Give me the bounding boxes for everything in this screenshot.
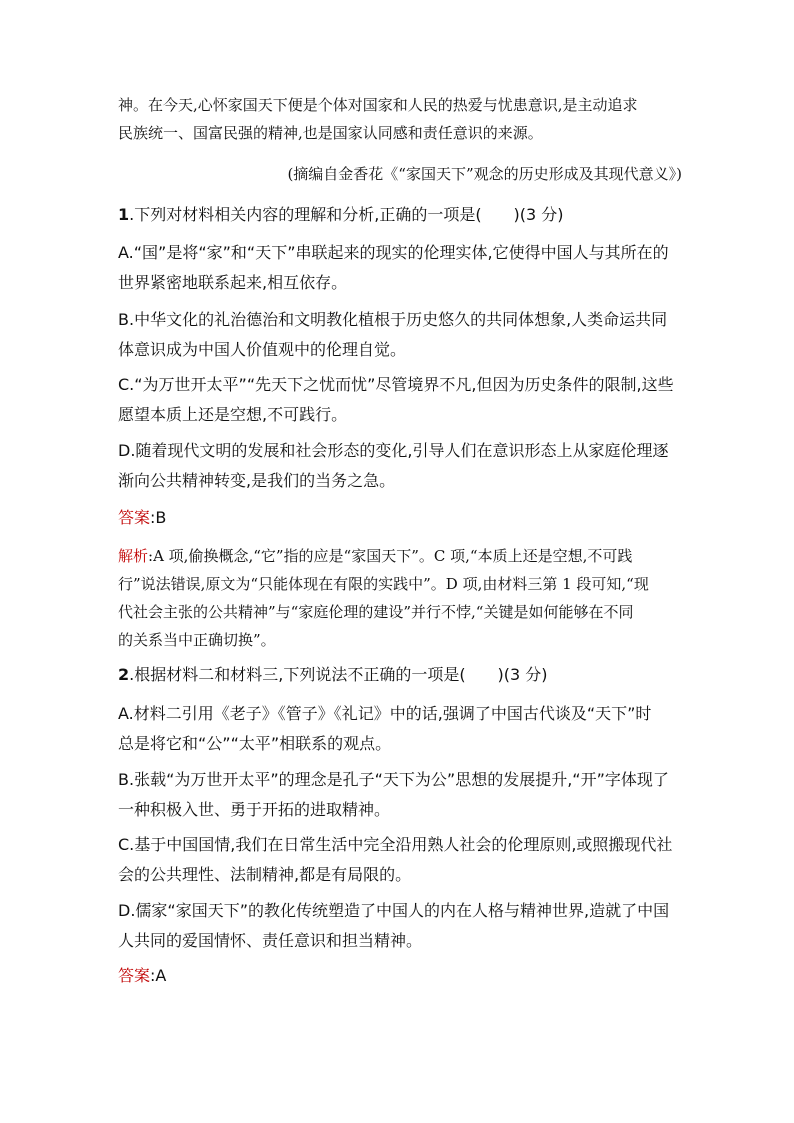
question-text: .根据材料二和材料三,下列说法不正确的一项是( )(3 分) [129,665,548,684]
passage-line: 神。在今天,心怀家国天下便是个体对国家和人民的热爱与忧患意识,是主动追求 [118,96,638,114]
option-line: 总是将它和“公”“太平”相联系的观点。 [118,734,392,753]
question-number: 1 [118,205,130,224]
q1-option-a[interactable] [118,238,678,298]
question-1 [118,200,678,230]
option-line: 愿望本质上还是空想,不可践行。 [118,405,348,424]
q1-option-c[interactable] [118,370,678,430]
answer-label: 答案 [118,966,151,985]
question-text: .下列对材料相关内容的理解和分析,正确的一项是( )(3 分) [129,205,564,224]
option-line: C.“为万世开太平”“先天下之忧而忧”尽管境界不凡,但因为历史条件的限制,这些 [118,375,674,394]
option-line: 一种积极入世、勇于开拓的进取精神。 [118,800,391,819]
option-line: D.随着现代文明的发展和社会形态的变化,引导人们在意识形态上从家庭伦理逐 [118,441,669,460]
option-line: 会的公共理性、法制精神,都是有局限的。 [118,865,412,884]
analysis-line: 代社会主张的公共精神”与“家庭伦理的建设”并行不悖,“关键是如何能够在不同 [118,603,634,621]
q1-analysis [118,542,678,654]
q2-option-d[interactable] [118,896,678,956]
q1-option-b[interactable] [118,305,678,365]
q1-option-d[interactable] [118,436,678,496]
option-line: 体意识成为中国人价值观中的伦理自觉。 [118,340,407,359]
option-line: 世界紧密地联系起来,相互依存。 [118,273,348,292]
option-line: B.中华文化的礼治德治和文明教化植根于历史悠久的共同体想象,人类命运共同 [118,310,668,329]
answer-value: :B [150,508,167,527]
q2-option-a[interactable] [118,699,678,759]
passage-ending [118,91,678,147]
option-line: B.张载“为万世开太平”的理念是孔子“天下为公”思想的发展提升,“开”字体现了 [118,770,669,789]
option-line: 渐向公共精神转变,是我们的当务之急。 [118,471,396,490]
option-line: A.材料二引用《老子》《管子》《礼记》中的话,强调了中国古代谈及“天下”时 [118,704,652,723]
passage-source: (摘编自金香花《“家国天下”观念的历史形成及其现代意义》) [287,165,682,183]
option-line: 人共同的爱国情怀、责任意识和担当精神。 [118,931,423,950]
passage-line: 民族统一、国富民强的精神,也是国家认同感和责任意识的来源。 [118,124,543,142]
answer-value: :A [150,966,167,985]
q2-option-c[interactable] [118,830,678,890]
q1-answer [118,503,678,533]
option-line: A.“国”是将“家”和“天下”串联起来的现实的伦理实体,它使得中国人与其所在的 [118,243,669,262]
question-stem [118,200,678,230]
analysis-label: 解析 [118,547,149,565]
option-line: D.儒家“家国天下”的教化传统塑造了中国人的内在人格与精神世界,造就了中国 [118,901,670,920]
question-2 [118,660,678,690]
q2-answer [118,961,678,991]
option-line: C.基于中国国情,我们在日常生活中完全沿用熟人社会的伦理原则,或照搬现代社 [118,835,673,854]
question-stem [118,660,678,690]
analysis-line: 的关系当中正确切换”。 [118,631,276,649]
answer-label: 答案 [118,508,151,527]
analysis-line: 行”说法错误,原文为“只能体现在有限的实践中”。D 项,由材料三第 1 段可知,“现 [118,575,649,593]
question-number: 2 [118,665,130,684]
analysis-line: :A 项,偷换概念,“它”指的应是“家国天下”。C 项,“本质上还是空想,不可践 [148,547,633,565]
q2-option-b[interactable] [118,765,678,825]
